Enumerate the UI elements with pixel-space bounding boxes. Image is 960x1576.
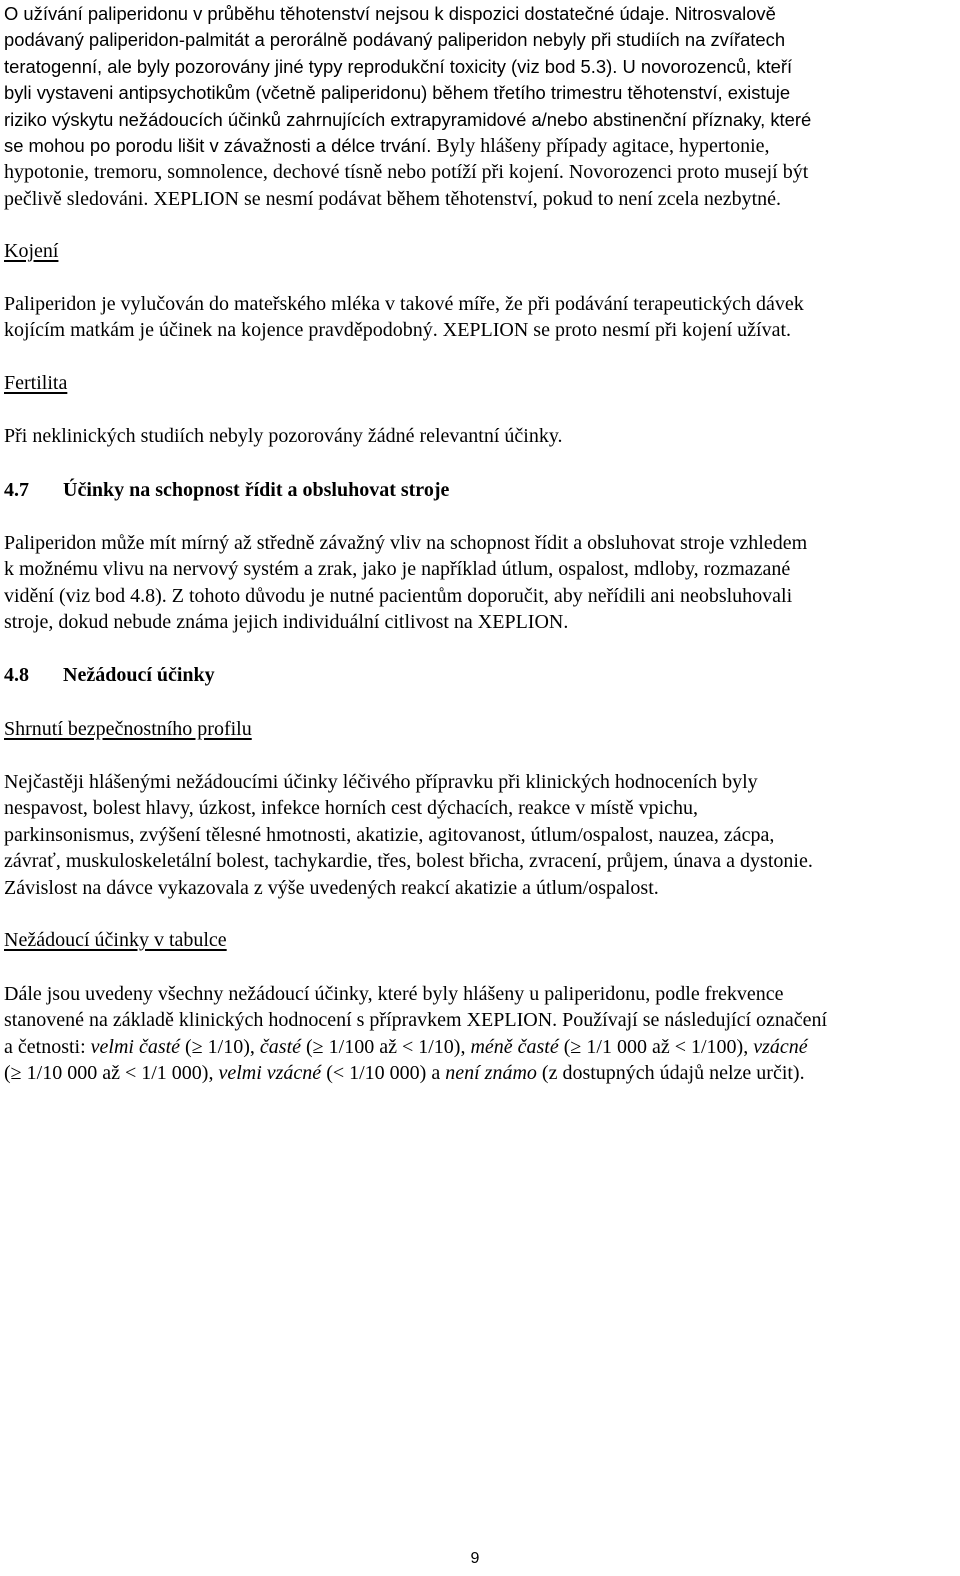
fertility-paragraph [4,423,956,449]
fertility-line-1: Při neklinických studiích nebyly pozorovány žádné relevantní účinky. [4,425,563,447]
safety-summary-line-5: Závislost na dávce vykazovala z výše uvedených reakcí akatizie a útlum/ospalost. [4,876,659,899]
section-4-7-line-1: Paliperidon může mít mírný až středně závažný vliv na schopnost řídit a obsluhovat stroje vzhledem [4,532,808,554]
frequency-very-common: velmi časté [90,1035,181,1058]
frequency-unknown: není známo [445,1062,537,1085]
section-4-7-line-2: k možnému vlivu na nervový systém a zrak, jako je například útlum, ospalost, mdloby, rozmazané [4,558,791,581]
frequency-very-rare: velmi vzácné [218,1062,322,1085]
frequency-very-common-range: (≥ 1/10), [180,1035,260,1058]
frequency-rare: vzácné [753,1035,808,1058]
frequency-common-range: (≥ 1/100 až < 1/10), [301,1035,471,1058]
adverse-table-heading: Nežádoucí účinky v tabulce [4,929,227,951]
breastfeeding-line-2: kojícím matkám je účinek na kojence pravděpodobný. XEPLION se proto nesmí při kojení užívat. [4,319,792,342]
frequency-very-rare-range: (< 1/10 000) a [321,1062,446,1085]
pregnancy-paragraph [4,1,956,212]
intro-line-4: byli vystaveni antipsychotikům (včetně paliperidonu) během třetího trimestru těhotenství, existuje [4,82,791,104]
frequency-unknown-text: (z dostupných údajů nelze určit). [536,1062,805,1085]
intro-line-6 [4,133,956,159]
intro-line-2: podávaný paliperidon-palmitát a perorálně podávaný paliperidon nebyly při studiích na zvířatech [4,29,786,51]
safety-summary-line-3: parkinsonismus, zvýšení tělesné hmotnosti, akatizie, agitovanost, útlum/ospalost, nauzea, zácpa, [4,823,775,846]
breastfeeding-line-1: Paliperidon je vylučován do mateřského mléka v takové míře, že při podávání terapeutických dávek [4,293,804,315]
section-4-7-paragraph [4,530,956,636]
section-4-8-title: Nežádoucí účinky [63,664,215,686]
intro-line-1: O užívání paliperidonu v průběhu těhotenství nejsou k dispozici dostatečné údaje. Nitrosvalově [4,3,776,24]
adverse-table-line-1: Dále jsou uvedeny všechny nežádoucí účinky, které byly hlášeny u paliperidonu, podle frekvence [4,983,784,1005]
intro-line-3-cont: U novorozenců, kteří [617,55,793,77]
frequency-intro: a četnosti: [4,1035,91,1058]
frequency-uncommon-range: (≥ 1/1 000 až < 1/100), [558,1035,754,1058]
section-4-7-number: 4.7 [4,479,29,501]
safety-summary-line-4: závrať, muskuloskeletální bolest, tachykardie, třes, bolest břicha, zvracení, průjem, únava a dystonie. [4,850,813,873]
adverse-table-line-4 [4,1060,959,1086]
safety-summary-line-1: Nejčastěji hlášenými nežádoucími účinky léčivého přípravku při klinických hodnoceních byly [4,771,758,793]
section-4-7-line-3: vidění (viz bod 4.8). Z tohoto důvodu je nutné pacientům doporučit, aby neřídili ani neobsluhovali [4,584,793,607]
safety-summary-line-2: nespavost, bolest hlavy, úzkost, infekce horních cest dýchacích, reakce v místě vpichu, [4,797,699,820]
intro-line-8: pečlivě sledováni. XEPLION se nesmí podávat během těhotenství, pokud to není zcela nezbytné. [4,187,782,210]
adverse-table-line-2: stanovené na základě klinických hodnocení s přípravkem XEPLION. Používají se následující označení [4,1009,828,1032]
breastfeeding-paragraph [4,291,956,344]
intro-line-3 [4,54,956,80]
safety-summary-paragraph [4,769,956,901]
section-4-8-number: 4.8 [4,664,29,686]
section-4-8-heading [4,662,215,688]
intro-line-3-sans: teratogenní, ale byly pozorovány jiné typy reprodukční toxicity (viz bod 5.3). [4,55,618,77]
section-4-7-line-4: stroje, dokud nebude známa jejich individuální citlivost na XEPLION. [4,611,569,634]
safety-summary-heading: Shrnutí bezpečnostního profilu [4,718,252,740]
fertility-heading: Fertilita [4,372,68,394]
intro-line-5: riziko výskytu nežádoucích účinků zahrnujících extrapyramidové a/nebo abstinenční příznaky, které [4,108,812,130]
frequency-common: časté [259,1035,301,1058]
section-4-7-heading [4,477,449,503]
breastfeeding-heading: Kojení [4,240,59,262]
section-4-7-title: Účinky na schopnost řídit a obsluhovat stroje [63,479,450,501]
adverse-table-line-3 [4,1034,959,1060]
intro-line-7: hypotonie, tremoru, somnolence, dechové tísně nebo potíží při kojení. Novorozenci proto musejí být [4,161,809,184]
frequency-uncommon: méně časté [470,1035,559,1058]
frequency-rare-range: (≥ 1/10 000 až < 1/1 000), [4,1062,219,1085]
adverse-table-paragraph [4,981,959,1087]
intro-line-6-sans: se mohou po porodu lišit v závažnosti a délce trvání. [4,135,432,157]
page-number: 9 [470,1550,480,1567]
intro-line-6-cont: Byly hlášeny případy agitace, hypertonie, [431,135,770,158]
